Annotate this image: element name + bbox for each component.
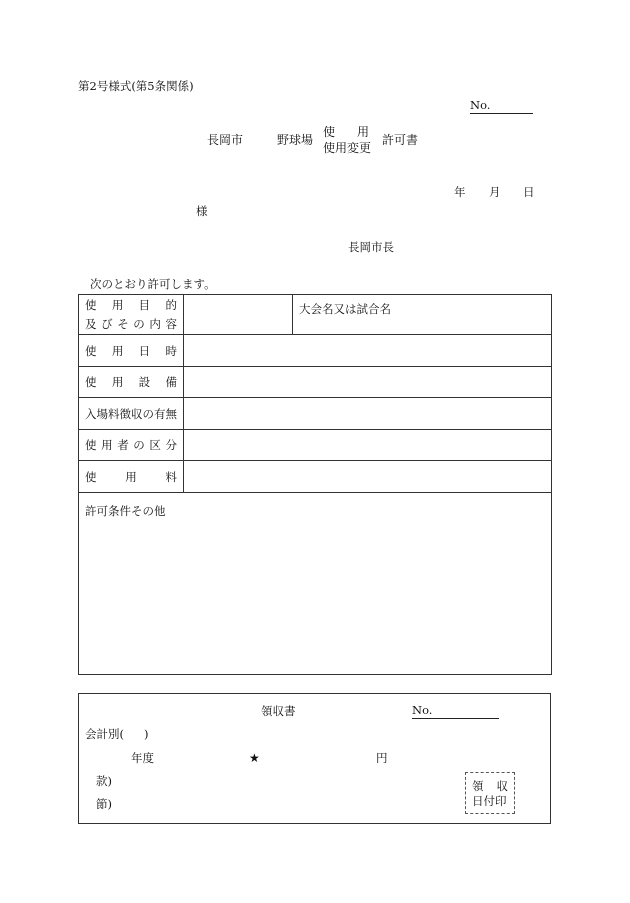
title-doc-type: 許可書 bbox=[382, 133, 419, 147]
stamp-char: 領 bbox=[472, 779, 484, 793]
datetime-value-cell[interactable] bbox=[184, 335, 552, 367]
fiscal-year-label: 年度 bbox=[131, 751, 154, 765]
datetime-label-cell bbox=[79, 335, 184, 367]
account-open: 会計別( bbox=[85, 727, 124, 741]
date-year: 年 bbox=[454, 185, 466, 199]
star-mark: ★ bbox=[249, 751, 260, 765]
equipment-char: 用 bbox=[111, 375, 124, 389]
receipt-box bbox=[78, 693, 551, 824]
title-use-top-left: 使 bbox=[323, 125, 336, 139]
purpose-char: 目 bbox=[138, 298, 151, 312]
event-name-cell[interactable] bbox=[293, 295, 552, 335]
kan-label: 款) bbox=[96, 774, 112, 788]
purpose-char: 用 bbox=[111, 298, 124, 312]
form-number: 第2号様式(第5条関係) bbox=[78, 79, 194, 93]
user-class-char: 区 bbox=[149, 438, 161, 452]
purpose-char: 使 bbox=[85, 298, 97, 312]
datetime-char: 使 bbox=[85, 343, 97, 358]
fee-char: 用 bbox=[125, 469, 137, 484]
equipment-value-cell[interactable] bbox=[184, 367, 552, 398]
purpose-char: の bbox=[133, 317, 145, 331]
row-datetime bbox=[79, 335, 552, 367]
admission-value-cell[interactable] bbox=[184, 398, 552, 430]
doc-no-field bbox=[470, 100, 533, 114]
date-day: 日 bbox=[523, 185, 535, 199]
purpose-char: 的 bbox=[165, 298, 177, 312]
fee-char: 使 bbox=[85, 469, 97, 484]
datetime-char: 日 bbox=[138, 343, 151, 358]
fee-label-cell bbox=[79, 461, 184, 493]
user-class-char: の bbox=[133, 438, 145, 452]
purpose-value-cell[interactable] bbox=[184, 295, 293, 335]
equipment-char: 備 bbox=[165, 375, 177, 389]
stamp-char: 収 bbox=[496, 779, 508, 793]
purpose-char: 内 bbox=[149, 317, 161, 331]
yen-label: 円 bbox=[376, 751, 388, 765]
row-fee bbox=[79, 461, 552, 493]
doc-no-label: No. bbox=[470, 100, 533, 114]
user-class-value-cell[interactable] bbox=[184, 430, 552, 461]
admission-label-cell bbox=[79, 398, 184, 430]
issuer: 長岡市長 bbox=[348, 240, 394, 254]
fee-value-cell[interactable] bbox=[184, 461, 552, 493]
setsu-label: 節) bbox=[96, 797, 112, 811]
purpose-label-line2 bbox=[85, 316, 177, 332]
row-admission bbox=[79, 398, 552, 430]
user-class-label-cell bbox=[79, 430, 184, 461]
receipt-no-field bbox=[412, 705, 499, 719]
equipment-char: 使 bbox=[85, 375, 97, 389]
fee-char: 料 bbox=[165, 469, 177, 484]
title-use-change: 使用変更 bbox=[323, 141, 372, 155]
account-close: ) bbox=[144, 727, 149, 741]
title-use-top bbox=[323, 126, 369, 138]
intro-text: 次のとおり許可します。 bbox=[90, 277, 216, 291]
event-name-label: 大会名又は試合名 bbox=[299, 302, 391, 316]
permit-table bbox=[78, 294, 552, 675]
equipment-char: 設 bbox=[138, 375, 151, 389]
purpose-char: そ bbox=[117, 317, 129, 331]
addressee-suffix: 様 bbox=[196, 204, 208, 218]
title-facility: 野球場 bbox=[277, 133, 314, 147]
datetime-char: 用 bbox=[111, 343, 124, 358]
user-class-char: 者 bbox=[117, 438, 129, 452]
equipment-label-cell bbox=[79, 367, 184, 398]
user-class-char: 用 bbox=[101, 438, 113, 452]
date-month: 月 bbox=[489, 185, 501, 199]
purpose-char: 容 bbox=[165, 317, 177, 331]
row-conditions bbox=[79, 493, 552, 675]
admission-label: 入場料徴収の有無 bbox=[85, 406, 177, 421]
stamp-line2: 日付印 bbox=[472, 794, 507, 808]
title-use-top-right: 用 bbox=[356, 125, 369, 139]
receipt-stamp-box bbox=[465, 772, 515, 814]
stamp-line1 bbox=[472, 781, 508, 793]
purpose-label-line1 bbox=[85, 297, 177, 313]
account-label bbox=[85, 729, 149, 741]
receipt-no-label: No. bbox=[412, 705, 499, 719]
title-city: 長岡市 bbox=[207, 133, 244, 147]
conditions-cell[interactable] bbox=[79, 493, 552, 675]
purpose-char: び bbox=[101, 317, 113, 331]
receipt-title: 領収書 bbox=[261, 704, 296, 718]
purpose-label-cell bbox=[79, 295, 184, 335]
user-class-char: 分 bbox=[165, 438, 177, 452]
row-purpose bbox=[79, 295, 552, 335]
row-user-class bbox=[79, 430, 552, 461]
row-equipment bbox=[79, 367, 552, 398]
user-class-char: 使 bbox=[85, 438, 97, 452]
conditions-label: 許可条件その他 bbox=[85, 504, 166, 518]
datetime-char: 時 bbox=[165, 343, 177, 358]
purpose-char: 及 bbox=[85, 317, 97, 331]
